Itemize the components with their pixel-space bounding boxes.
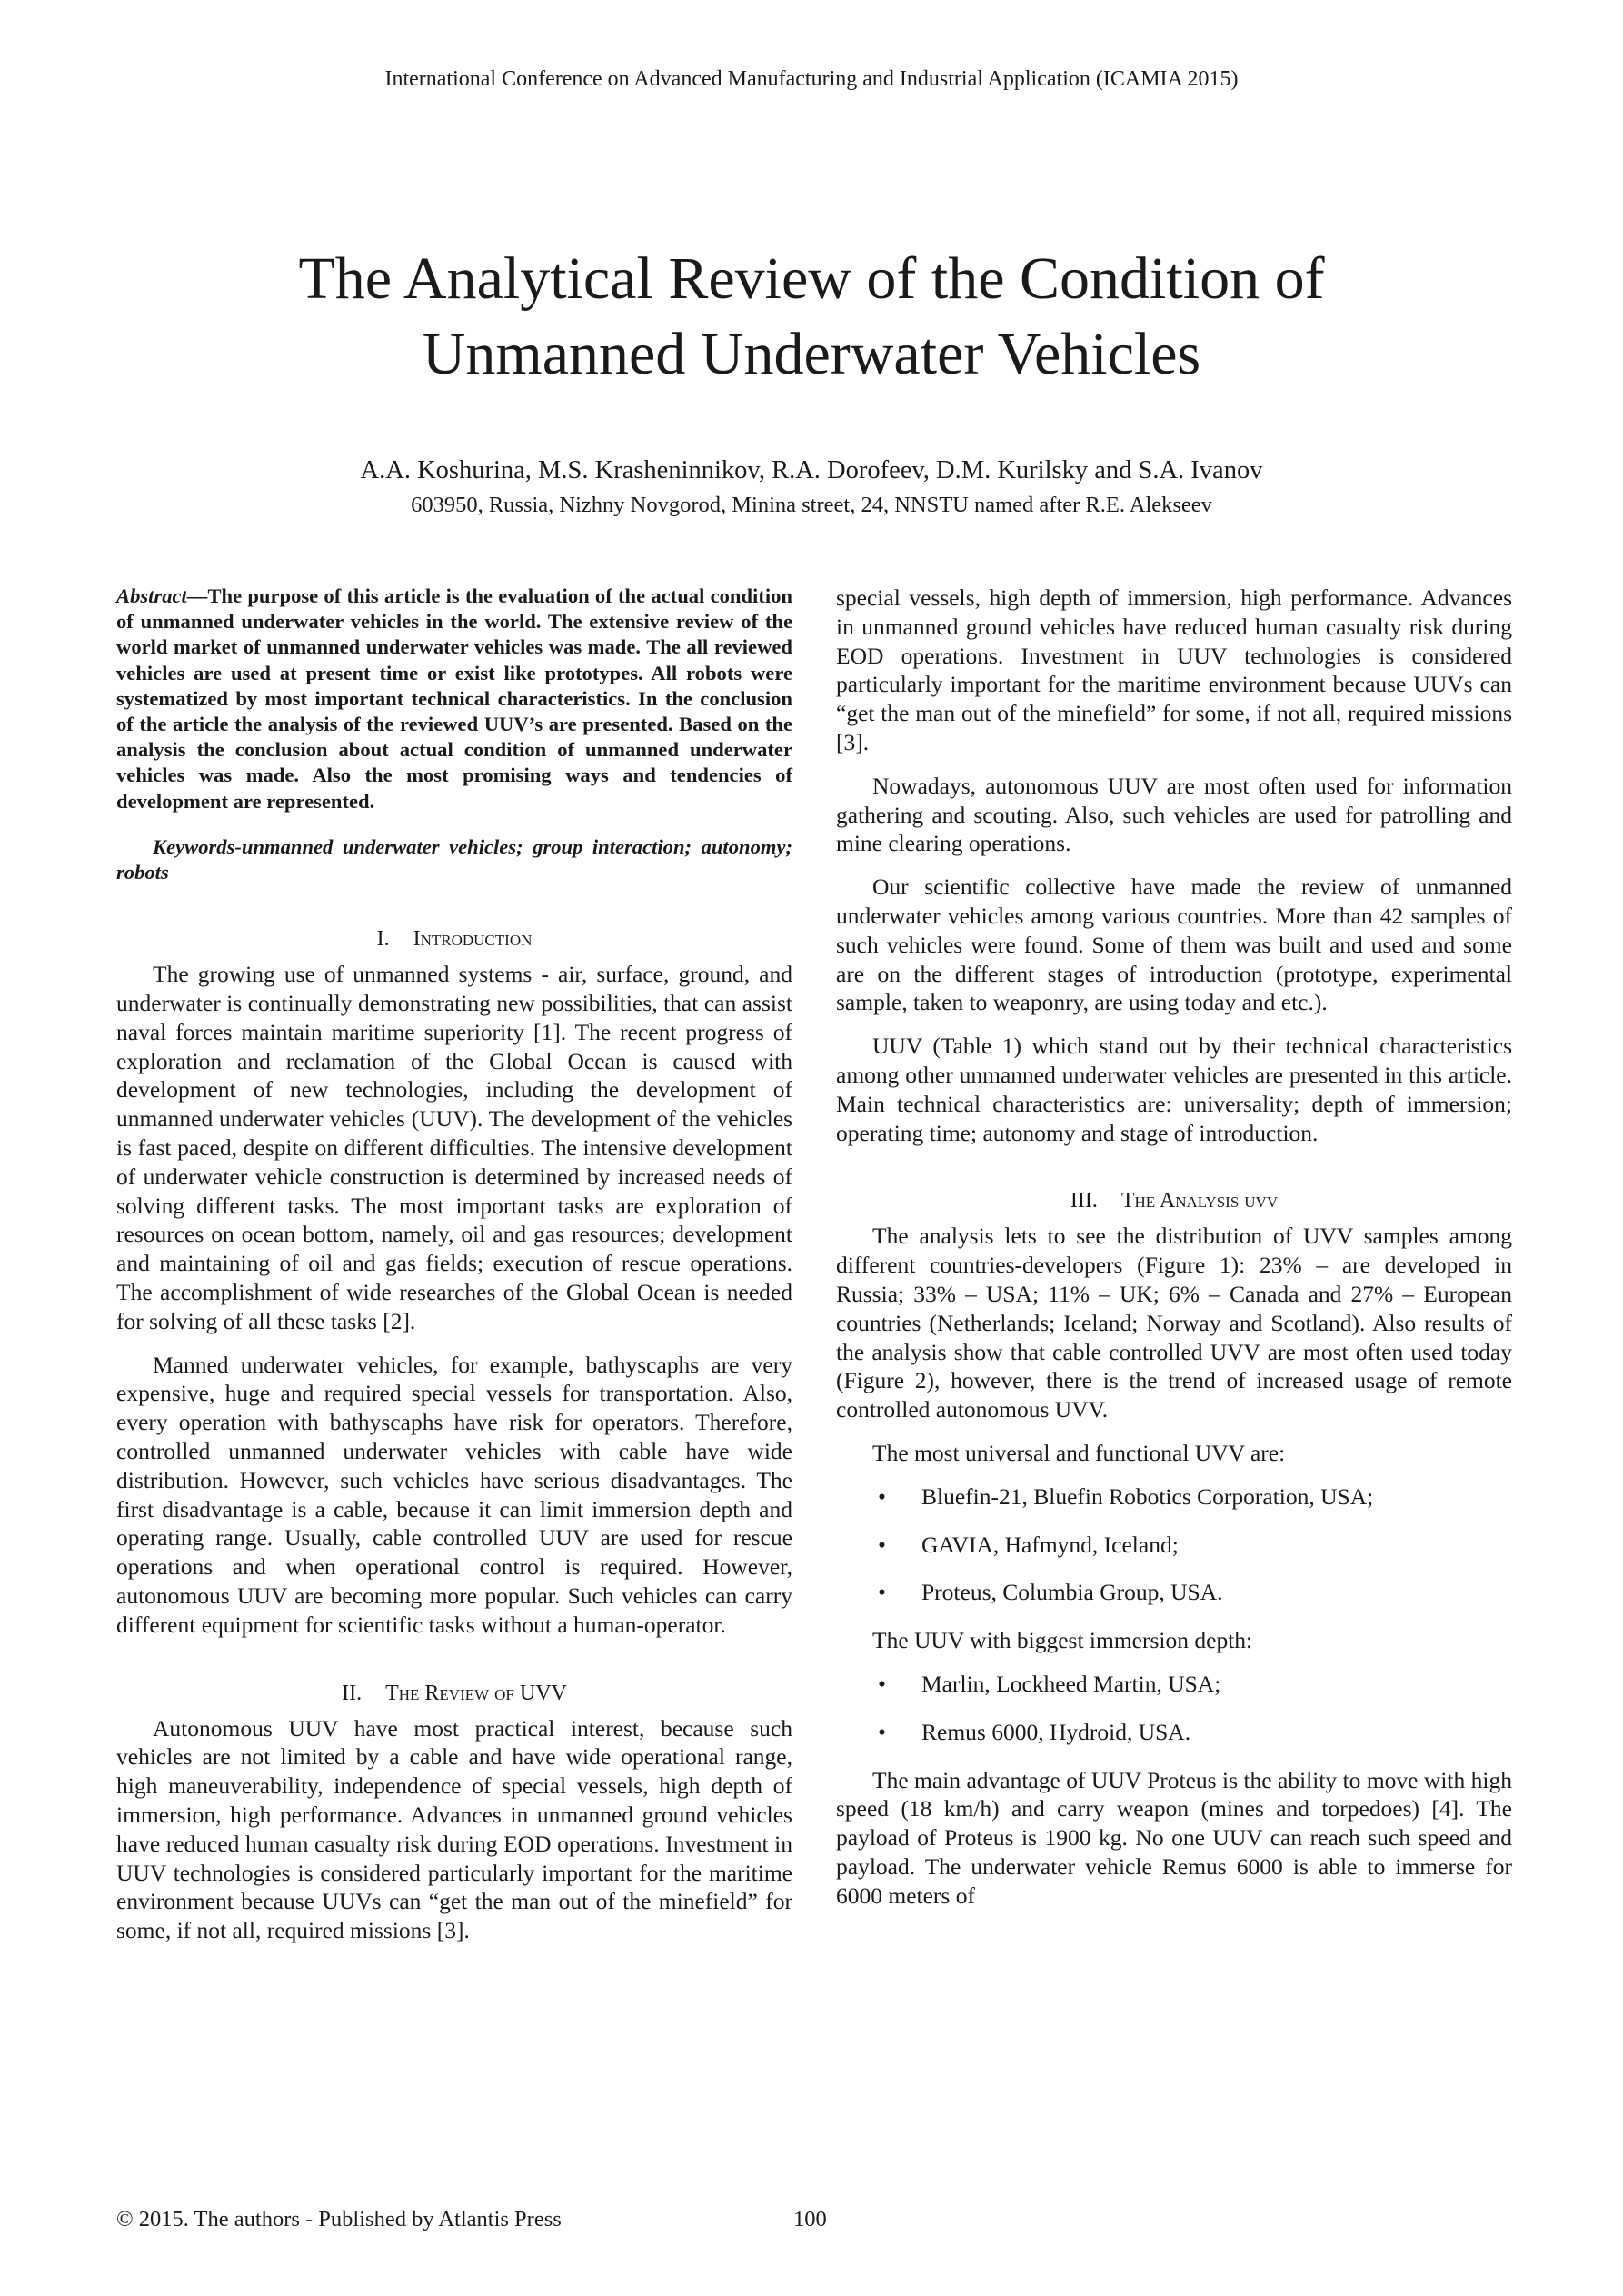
bullet-icon: • xyxy=(878,1718,886,1745)
list-item xyxy=(836,1578,1512,1607)
title-line-2: Unmanned Underwater Vehicles xyxy=(422,321,1201,387)
paragraph: UUV (Table 1) which stand out by their technical characteristics among other unmanned underwater vehicles are presented in this article. Main technical characteristics are: universality; depth of immersion; operating time; autonomy and stage of introduction. xyxy=(836,1033,1512,1146)
paragraph: The main advantage of UUV Proteus is the ability to move with high speed (18 km/h) and carry weapon (mines and torpedoes) [4]. The payload of Proteus is 1900 kg. No one UUV can reach such speed and payload. The underwater vehicle Remus 6000 is able to immerse for 6000 meters of xyxy=(836,1766,1512,1909)
list-item xyxy=(836,1718,1512,1747)
list-item-text: Remus 6000, Hydroid, USA. xyxy=(921,1718,1191,1745)
page-number: 100 xyxy=(793,2207,827,2231)
section-title: Introduction xyxy=(413,927,533,952)
keywords: Keywords-unmanned underwater vehicles; group interaction; autonomy; robots xyxy=(116,834,792,884)
list-item-text: GAVIA, Hafmynd, Iceland; xyxy=(921,1531,1179,1558)
paragraph: Nowadays, autonomous UUV are most often used for information gathering and scouting. Also, such vehicles are used for patrolling and mine clearing operations. xyxy=(836,772,1512,857)
abstract-text: The purpose of this article is the evaluation of the actual condition of unmanned underwater vehicles in the world. The extensive review of the world market of unmanned underwater vehicles was made. The all reviewed vehicles are used at present time or exist like prototypes. All robots were systematized by most important technical characteristics. In the conclusion of the article the analysis of the reviewed UUV’s are presented. Based on the analysis the conclusion about actual condition of unmanned underwater vehicles was made. Also the most promising ways and tendencies of development are represented. xyxy=(116,584,792,813)
author-list: A.A. Koshurina, M.S. Krasheninnikov, R.A. Dorofeev, D.M. Kurilsky and S.A. Ivanov xyxy=(360,456,1263,484)
paragraph: The UUV with biggest immersion depth: xyxy=(872,1627,1253,1654)
section-heading-introduction xyxy=(116,925,792,953)
paragraph: Manned underwater vehicles, for example, bathyscaphs are very expensive, huge and required special vessels for transportation. Also, every operation with bathyscaphs have risk for operators. Therefore, controlled unmanned underwater vehicles with cable have wide distribution. However, such vehicles have serious disadvantages. The first disadvantage is a cable, because it can limit immersion depth and operating range. Usually, cable controlled UUV are used for rescue operations and when operational control is required. However, autonomous UUV are becoming more popular. Such vehicles can carry different equipment for scientific tasks without a human-operator. xyxy=(116,1351,792,1638)
list-item-text: Bluefin-21, Bluefin Robotics Corporation, USA; xyxy=(921,1482,1374,1510)
paper-title xyxy=(182,241,1441,392)
paragraph: The most universal and functional UVV are: xyxy=(872,1439,1286,1466)
title-line-1: The Analytical Review of the Condition of xyxy=(298,245,1325,312)
bullet-icon: • xyxy=(878,1482,886,1510)
list-item xyxy=(836,1531,1512,1560)
section-heading-review xyxy=(116,1680,792,1707)
paragraph: The analysis lets to see the distribution of UVV samples among different countries-developers (Figure 1): 23% – are developed in Russia; 33% – USA; 11% – UK; 6% – Canada and 27% – European countries (Netherlands; Iceland; Norway and Scotland). Also results of the analysis show that cable controlled UVV are most often used today (Figure 2), however, there is the trend of increased usage of remote controlled autonomous UVV. xyxy=(836,1223,1512,1423)
right-column xyxy=(836,584,1512,1910)
depth-uvv-list xyxy=(836,1670,1512,1747)
section-number: I. xyxy=(376,927,390,952)
paragraph-continued: Autonomous UUV have most practical interest, because such vehicles are not limited by a cable and have wide operational range, high maneuverability, independence of special vessels, high depth of immersion, high performance. Advances in unmanned ground vehicles have reduced human casualty risk during EOD operations. Investment in UUV technologies is considered particularly important for the maritime environment because UUVs can “get the man out of the minefield” for some, if not all, required missions [3]. xyxy=(116,1714,792,1944)
bullet-icon: • xyxy=(878,1670,886,1697)
paragraph: The growing use of unmanned systems - air, surface, ground, and underwater is continually demonstrating new possibilities, that can assist naval forces maintain maritime superiority [1]. The recent progress of exploration and reclamation of the Global Ocean is caused with development of new technologies, including the development of unmanned underwater vehicles (UUV). The development of the vehicles is fast paced, despite on different difficulties. The intensive development of underwater vehicle construction is determined by increased needs of solving different tasks. The most important tasks are exploration of resources on ocean bottom, namely, oil and gas resources; development and maintaining of oil and gas fields; execution of rescue operations. The accomplishment of wide researches of the Global Ocean is needed for solving of all these tasks [2]. xyxy=(116,961,792,1334)
section-title: The Analysis uvv xyxy=(1120,1189,1279,1213)
bullet-icon: • xyxy=(878,1579,886,1606)
abstract xyxy=(116,584,792,814)
section-title: The Review of UVV xyxy=(385,1681,567,1705)
abstract-lead: Abstract— xyxy=(116,584,208,607)
section-number: II. xyxy=(342,1681,363,1705)
footer-copyright: © 2015. The authors - Published by Atlantis Press xyxy=(116,2207,562,2231)
paragraph: Our scientific collective have made the review of unmanned underwater vehicles among various countries. More than 42 samples of such vehicles were found. Some of them was built and used and some are on the different stages of introduction (prototype, experimental sample, taken to weaponry, are using today and etc.). xyxy=(836,873,1512,1016)
section-number: III. xyxy=(1070,1189,1098,1213)
section-heading-analysis xyxy=(836,1187,1512,1214)
conference-header: International Conference on Advanced Manufacturing and Industrial Application (ICAMIA 2015) xyxy=(384,67,1239,91)
list-item xyxy=(836,1670,1512,1699)
paragraph-continuation: special vessels, high depth of immersion, high performance. Advances in unmanned ground vehicles have reduced human casualty risk during EOD operations. Investment in UUV technologies is considered particularly important for the maritime environment because UUVs can “get the man out of the minefield” for some, if not all, required missions [3]. xyxy=(836,584,1512,755)
affiliation: 603950, Russia, Nizhny Novgorod, Minina street, 24, NNSTU named after R.E. Alekseev xyxy=(411,493,1212,517)
bullet-icon: • xyxy=(878,1531,886,1558)
universal-uvv-list xyxy=(836,1482,1512,1607)
list-item-text: Marlin, Lockheed Martin, USA; xyxy=(921,1670,1221,1697)
list-item-text: Proteus, Columbia Group, USA. xyxy=(921,1579,1223,1606)
list-item xyxy=(836,1482,1512,1512)
left-column xyxy=(116,584,792,1944)
